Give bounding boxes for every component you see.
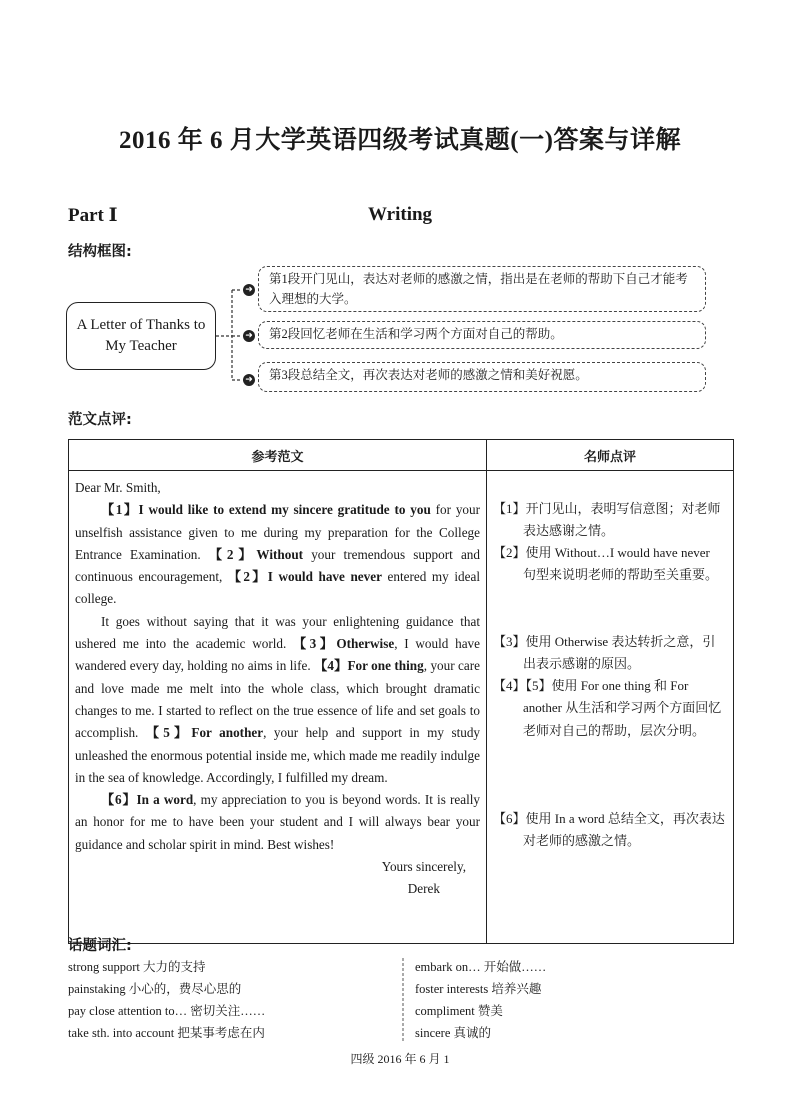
- comment-6: 【6】使用 In a word 总结全文，再次表达对老师的感激之情。: [493, 811, 725, 849]
- comment-2: 【2】使用 Without…I would have never 句型来说明老师的帮助至关重要。: [493, 545, 719, 583]
- essay-highlight: 【6】In a word: [101, 792, 194, 808]
- essay-text: , my appreciation to you is beyond words. It is really an honor for me to have been your student and I will always bear your guidance and scholar spirit in mind. Best wishes!: [75, 792, 480, 852]
- framework-branch-1: 第1段开门见山，表达对老师的感激之情，指出是在老师的帮助下自己才能考入理想的大学。: [258, 266, 706, 312]
- signature: Derek: [407, 881, 440, 897]
- vocab-right-list: [415, 956, 735, 1044]
- vocab-item: pay close attention to… 密切关注……: [68, 1004, 266, 1018]
- essay-text: , your care and love made me melt into the whole class, which brought dramatic changes to me. I started to reflect on the true essence of life and set goals to accomplish.: [75, 658, 481, 741]
- vocab-item: strong support 大力的支持: [68, 960, 206, 974]
- vocab-item: compliment 赞美: [415, 1004, 503, 1018]
- essay-text: your tremendous support and continuous encouragement,: [75, 546, 480, 585]
- page-title: 2016 年 6 月大学英语四级考试真题(一)答案与详解: [119, 127, 681, 154]
- vocab-item: take sth. into account 把某事考虑在内: [68, 1026, 265, 1040]
- essay-text: for your unselfish assistance given to me during my preparation for the College Entrance Examination.: [75, 502, 480, 562]
- page-footer: 四级 2016 年 6 月 1: [350, 1052, 450, 1066]
- arrow-circle-icon: ➜: [243, 284, 255, 296]
- review-heading: 范文点评:: [68, 412, 132, 428]
- salutation: Dear Mr. Smith,: [75, 480, 161, 495]
- closing: Yours sincerely,: [381, 859, 466, 875]
- part-label: Part Ⅰ: [68, 205, 118, 226]
- vocab-heading: 话题词汇:: [68, 938, 132, 954]
- essay-highlight: 【1】I would like to extend my sincere gratitude to you: [101, 502, 431, 518]
- framework-main-label: A Letter of Thanks to My Teacher: [76, 317, 206, 354]
- essay-highlight: 【2】I would have never: [227, 569, 382, 585]
- vocab-item: painstaking 小心的，费尽心思的: [68, 982, 242, 996]
- essay-highlight: 【2】Without: [208, 546, 304, 562]
- framework-heading: 结构框图:: [68, 244, 132, 260]
- comment-4-5: 【4】【5】使用 For one thing 和 For another 从生活和学习两个方面回忆老师对自己的帮助，层次分明。: [493, 678, 722, 738]
- essay-highlight: 【5】For another: [145, 725, 264, 741]
- comment-3: 【3】使用 Otherwise 表达转折之意，引出表示感谢的原因。: [493, 634, 716, 672]
- essay-column-header: 参考范文: [69, 440, 487, 471]
- vocab-left-list: [68, 956, 388, 1044]
- essay-text: , your help and support in my study unleashed the enormous potential inside me, which made me readily indulge in the sea of knowledge. Accordingly, I fulfilled my dream.: [75, 725, 481, 785]
- essay-highlight: 【4】For one thing: [314, 658, 424, 674]
- essay-text: , I would have wandered every day, holding no aims in life.: [75, 636, 480, 674]
- essay-text: entered my ideal college.: [75, 569, 480, 607]
- essay-highlight: 【3】Otherwise: [293, 636, 395, 652]
- comment-1: 【1】开门见山，表明写信意图；对老师表达感谢之情。: [493, 501, 721, 539]
- arrow-circle-icon: ➜: [243, 330, 255, 342]
- vocab-item: sincere 真诚的: [415, 1026, 492, 1040]
- vocab-item: embark on… 开始做……: [415, 960, 547, 974]
- framework-branch-2: 第2段回忆老师在生活和学习两个方面对自己的帮助。: [258, 321, 706, 349]
- framework-branch-3: 第3段总结全文，再次表达对老师的感激之情和美好祝愿。: [258, 362, 706, 392]
- part-name: Writing: [368, 204, 433, 225]
- vocab-item: foster interests 培养兴趣: [415, 982, 542, 996]
- arrow-circle-icon: ➜: [243, 374, 255, 386]
- essay-text: It goes without saying that it was your enlightening guidance that ushered me into the academic world.: [75, 613, 480, 652]
- comment-column-header: 名师点评: [487, 440, 734, 471]
